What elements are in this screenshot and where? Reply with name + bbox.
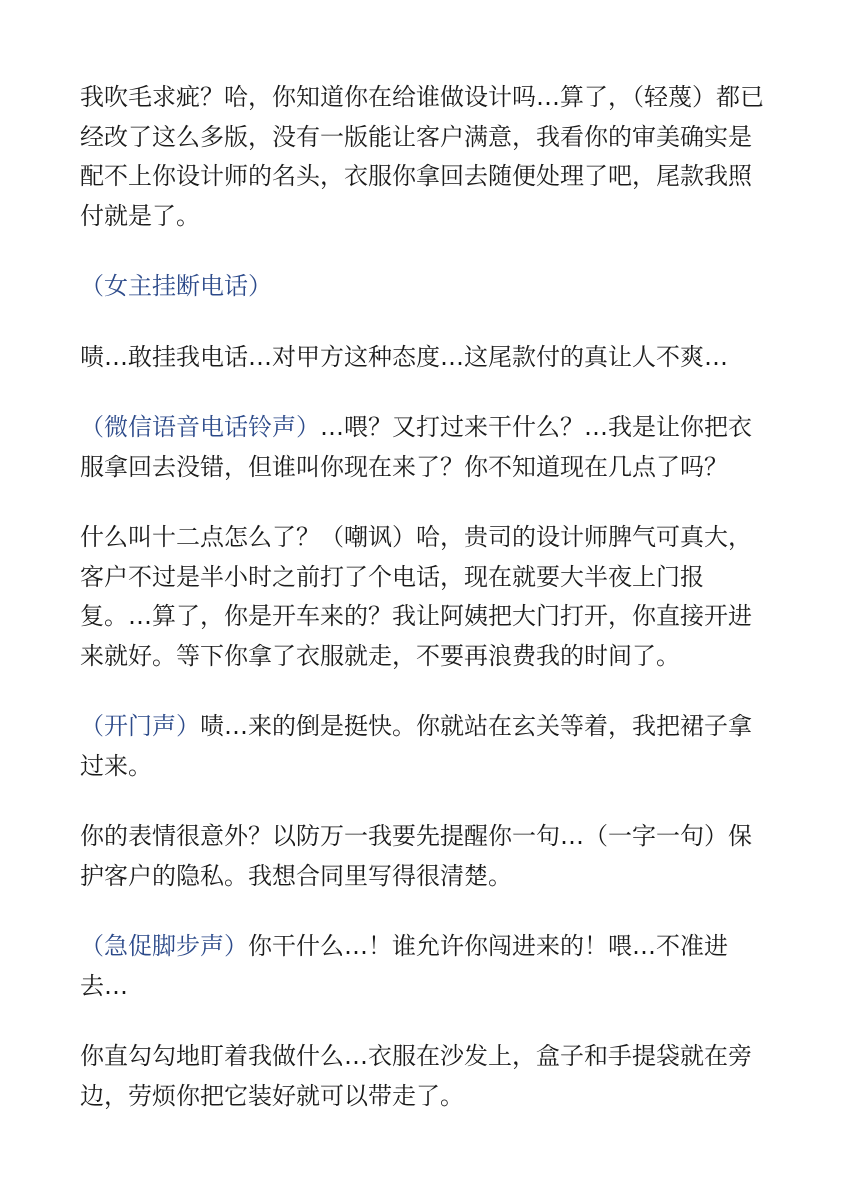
dialogue-text: …喂？又打过来干什么？…我是让你把衣服拿回去没错，但谁叫你现在来了？你不知道现在几点了吗？ <box>80 413 752 481</box>
stage-direction: （急促脚步声） <box>80 932 248 960</box>
paragraph-6 <box>80 707 770 786</box>
document-page <box>80 78 770 1147</box>
stage-direction: （微信语音电话铃声） <box>80 413 320 441</box>
paragraph-9 <box>80 1037 770 1116</box>
paragraph-2 <box>80 267 770 307</box>
paragraph-7 <box>80 817 770 896</box>
dialogue-text: 我吹毛求疵？哈，你知道你在给谁做设计吗…算了，（轻蔑）都已经改了这么多版，没有一版能让客户满意，我看你的审美确实是配不上你设计师的名头，衣服你拿回去随便处理了吧，尾款我照付就是了。 <box>80 83 764 230</box>
paragraph-4 <box>80 408 770 487</box>
dialogue-text: 啧…敢挂我电话…对甲方这种态度…这尾款付的真让人不爽… <box>80 342 728 371</box>
stage-direction: （开门声） <box>80 712 200 740</box>
stage-direction: （女主挂断电话） <box>80 272 272 300</box>
dialogue-text: 你的表情很意外？以防万一我要先提醒你一句…（一字一句）保护客户的隐私。我想合同里写得很清楚。 <box>80 822 752 890</box>
paragraph-8 <box>80 927 770 1006</box>
dialogue-text: 什么叫十二点怎么了？（嘲讽）哈，贵司的设计师脾气可真大，客户不过是半小时之前打了个电话，现在就要大半夜上门报复。…算了，你是开车来的？我让阿姨把大门打开，你直接开进来就好。等下你拿了衣服就走，不要再浪费我的时间了。 <box>80 523 752 670</box>
paragraph-3 <box>80 338 770 378</box>
paragraph-5 <box>80 518 770 676</box>
dialogue-text: 啧…来的倒是挺快。你就站在玄关等着，我把裙子拿过来。 <box>80 712 752 780</box>
paragraph-1 <box>80 78 770 236</box>
dialogue-text: 你干什么…！谁允许你闯进来的！喂…不准进去… <box>80 932 728 1000</box>
dialogue-text: 你直勾勾地盯着我做什么…衣服在沙发上，盒子和手提袋就在旁边，劳烦你把它装好就可以带走了。 <box>80 1042 752 1110</box>
